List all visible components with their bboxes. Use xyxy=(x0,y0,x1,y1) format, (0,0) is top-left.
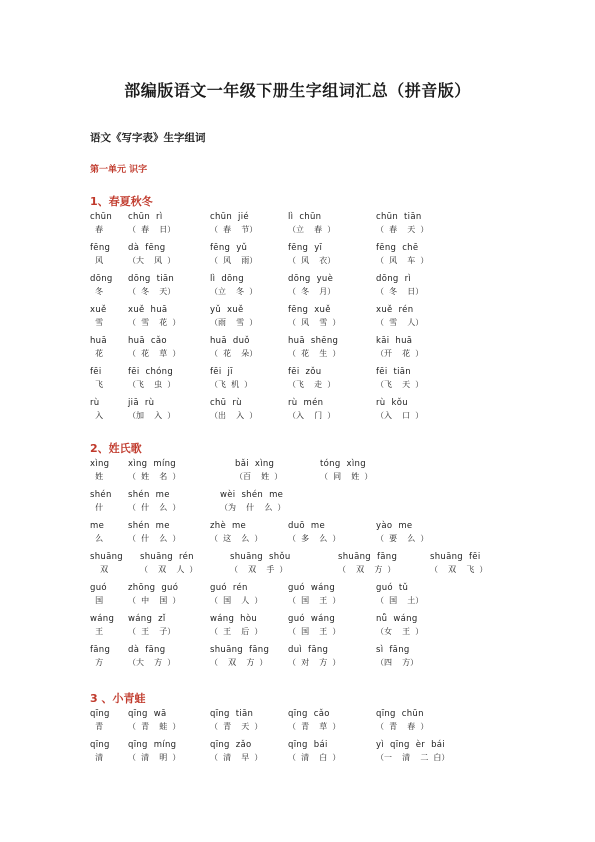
hanzi-text: （入 口 ） xyxy=(376,411,424,420)
pinyin-text: qīng míng xyxy=(128,740,177,750)
pinyin-text: qīng tiān xyxy=(210,709,254,719)
hanzi-text: （ 风 衣） xyxy=(288,256,336,265)
hanzi-text: （ 青 蛙 ） xyxy=(128,722,181,731)
hanzi-text: （ 冬 月） xyxy=(288,287,336,296)
page-subtitle: 语文《写字表》生字组词 xyxy=(90,132,206,144)
pinyin-text: fēi chóng xyxy=(128,367,174,377)
hanzi-text: （ 双 方 ） xyxy=(210,658,268,667)
pinyin-text: rù xyxy=(90,398,100,408)
pinyin-text: fēng yǔ xyxy=(210,243,248,253)
hanzi-text: （ 国 王 ） xyxy=(288,596,341,605)
hanzi-text: （ 雪 人） xyxy=(376,318,424,327)
hanzi-text: （ 多 么 ） xyxy=(288,534,341,543)
hanzi-text: （ 花 生 ） xyxy=(288,349,341,358)
vocab-row xyxy=(90,274,520,302)
pinyin-text: bǎi xìng xyxy=(235,459,275,469)
pinyin-text: guó xyxy=(90,583,107,593)
pinyin-text: qīng bái xyxy=(288,740,328,750)
vocab-row xyxy=(90,243,520,271)
pinyin-text: zhè me xyxy=(210,521,247,531)
pinyin-text: fēi xyxy=(90,367,102,377)
pinyin-text: qīng wā xyxy=(128,709,167,719)
hanzi-text: （ 姓 名 ） xyxy=(128,472,181,481)
hanzi-text: （ 这 么 ） xyxy=(210,534,263,543)
hanzi-text: （雨 雪 ） xyxy=(210,318,258,327)
pinyin-text: guó wáng xyxy=(288,614,336,624)
hanzi-text: （ 什 么 ） xyxy=(128,534,181,543)
hanzi-text: （ 国 土） xyxy=(376,596,424,605)
hanzi-text: 王 xyxy=(90,627,104,636)
page-title: 部编版语文一年级下册生字组词汇总（拼音版） xyxy=(124,81,471,100)
pinyin-text: yì qīng èr bái xyxy=(376,740,445,750)
pinyin-text: guó rén xyxy=(210,583,248,593)
pinyin-text: qīng cǎo xyxy=(288,709,330,719)
hanzi-text: （飞 走 ） xyxy=(288,380,336,389)
pinyin-text: wáng hòu xyxy=(210,614,258,624)
vocab-row xyxy=(90,583,520,611)
pinyin-text: dōng xyxy=(90,274,113,284)
hanzi-text: 冬 xyxy=(90,287,104,296)
hanzi-text: （百 姓 ） xyxy=(235,472,283,481)
pinyin-text: tóng xìng xyxy=(320,459,366,469)
pinyin-text: shén me xyxy=(128,521,170,531)
hanzi-text: （ 冬 天） xyxy=(128,287,176,296)
hanzi-text: （ 风 车 ） xyxy=(376,256,429,265)
section-heading: 2、姓氏歌 xyxy=(90,442,142,455)
pinyin-text: shuāng fāng xyxy=(210,645,270,655)
hanzi-text: （ 花 朵） xyxy=(210,349,258,358)
pinyin-text: huā shēng xyxy=(288,336,339,346)
hanzi-text: （入 门 ） xyxy=(288,411,336,420)
pinyin-text: fēng xuě xyxy=(288,305,331,315)
hanzi-text: （ 冬 日） xyxy=(376,287,424,296)
hanzi-text: （ 国 人 ） xyxy=(210,596,263,605)
pinyin-text: xìng xyxy=(90,459,110,469)
pinyin-text: shuāng fēi xyxy=(430,552,481,562)
vocab-row xyxy=(90,367,520,395)
hanzi-text: 么 xyxy=(90,534,104,543)
pinyin-text: rù mén xyxy=(288,398,324,408)
hanzi-text: （ 双 手 ） xyxy=(230,565,288,574)
hanzi-text: （加 入 ） xyxy=(128,411,176,420)
hanzi-text: （ 春 日） xyxy=(128,225,176,234)
pinyin-text: guó tǔ xyxy=(376,583,409,593)
hanzi-text: （ 青 草 ） xyxy=(288,722,341,731)
hanzi-text: （ 风 雨） xyxy=(210,256,258,265)
hanzi-text: （ 双 方 ） xyxy=(338,565,396,574)
pinyin-text: wèi shén me xyxy=(220,490,284,500)
pinyin-text: xuě xyxy=(90,305,107,315)
pinyin-text: duō me xyxy=(288,521,325,531)
vocab-row xyxy=(90,645,520,673)
hanzi-text: （ 花 草 ） xyxy=(128,349,181,358)
pinyin-text: dōng tiān xyxy=(128,274,175,284)
vocab-row xyxy=(90,740,520,768)
vocab-row xyxy=(90,552,520,580)
pinyin-text: huā cǎo xyxy=(128,336,167,346)
hanzi-text: 入 xyxy=(90,411,104,420)
hanzi-text: （ 什 么 ） xyxy=(128,503,181,512)
pinyin-text: xuě huā xyxy=(128,305,168,315)
vocab-row xyxy=(90,305,520,333)
vocab-row xyxy=(90,490,520,518)
pinyin-text: yǔ xuě xyxy=(210,305,244,315)
hanzi-text: 清 xyxy=(90,753,104,762)
pinyin-text: chūn rì xyxy=(128,212,163,222)
pinyin-text: chūn jié xyxy=(210,212,249,222)
hanzi-text: （飞 机 ） xyxy=(210,380,253,389)
vocab-row xyxy=(90,614,520,642)
pinyin-text: dà fēng xyxy=(128,243,166,253)
pinyin-text: jiā rù xyxy=(128,398,155,408)
vocab-row xyxy=(90,521,520,549)
pinyin-text: shuāng xyxy=(90,552,123,562)
pinyin-text: yào me xyxy=(376,521,413,531)
vocab-row xyxy=(90,459,520,487)
hanzi-text: （ 清 明 ） xyxy=(128,753,181,762)
hanzi-text: （开 花 ） xyxy=(376,349,424,358)
pinyin-text: rù kǒu xyxy=(376,398,408,408)
hanzi-text: 风 xyxy=(90,256,104,265)
hanzi-text: （ 清 早 ） xyxy=(210,753,263,762)
pinyin-text: qīng chūn xyxy=(376,709,424,719)
pinyin-text: qīng xyxy=(90,709,110,719)
hanzi-text: 雪 xyxy=(90,318,104,327)
hanzi-text: 方 xyxy=(90,658,104,667)
pinyin-text: duì fāng xyxy=(288,645,329,655)
pinyin-text: wáng zǐ xyxy=(128,614,166,624)
hanzi-text: 花 xyxy=(90,349,104,358)
hanzi-text: 国 xyxy=(90,596,104,605)
pinyin-text: fēi tiān xyxy=(376,367,411,377)
hanzi-text: （立 春 ） xyxy=(288,225,336,234)
hanzi-text: 什 xyxy=(90,503,104,512)
pinyin-text: dōng yuè xyxy=(288,274,334,284)
pinyin-text: fēi jī xyxy=(210,367,233,377)
pinyin-text: kāi huā xyxy=(376,336,413,346)
pinyin-text: zhōng guó xyxy=(128,583,179,593)
pinyin-text: nǚ wáng xyxy=(376,614,418,624)
pinyin-text: shuāng shǒu xyxy=(230,552,291,562)
hanzi-text: （一 清 二 白） xyxy=(376,753,450,762)
pinyin-text: shuāng rén xyxy=(140,552,194,562)
pinyin-text: fāng xyxy=(90,645,111,655)
hanzi-text: （女 王 ） xyxy=(376,627,424,636)
pinyin-text: qīng zǎo xyxy=(210,740,252,750)
hanzi-text: （ 同 姓 ） xyxy=(320,472,373,481)
pinyin-text: qīng xyxy=(90,740,110,750)
pinyin-text: fēng xyxy=(90,243,111,253)
hanzi-text: （立 冬 ） xyxy=(210,287,258,296)
pinyin-text: lì chūn xyxy=(288,212,322,222)
hanzi-text: （为 什 么 ） xyxy=(220,503,286,512)
vocab-row xyxy=(90,398,520,426)
pinyin-text: dà fāng xyxy=(128,645,166,655)
pinyin-text: me xyxy=(90,521,105,531)
hanzi-text: （出 入 ） xyxy=(210,411,258,420)
hanzi-text: （ 春 节） xyxy=(210,225,258,234)
hanzi-text: （ 双 飞 ） xyxy=(430,565,488,574)
hanzi-text: （ 国 王 ） xyxy=(288,627,341,636)
pinyin-text: fēng chē xyxy=(376,243,419,253)
hanzi-text: （ 清 白 ） xyxy=(288,753,341,762)
pinyin-text: shén xyxy=(90,490,112,500)
pinyin-text: guó wáng xyxy=(288,583,336,593)
hanzi-text: （飞 虫 ） xyxy=(128,380,176,389)
pinyin-text: huā duǒ xyxy=(210,336,250,346)
pinyin-text: xìng míng xyxy=(128,459,177,469)
pinyin-text: shén me xyxy=(128,490,170,500)
hanzi-text: （ 青 春 ） xyxy=(376,722,429,731)
pinyin-text: huā xyxy=(90,336,107,346)
pinyin-text: dōng rì xyxy=(376,274,412,284)
pinyin-text: shuāng fāng xyxy=(338,552,398,562)
hanzi-text: （ 雪 花 ） xyxy=(128,318,181,327)
vocab-row xyxy=(90,212,520,240)
hanzi-text: （ 双 人 ） xyxy=(140,565,198,574)
unit-heading: 第一单元 识字 xyxy=(90,165,148,175)
hanzi-text: 双 xyxy=(90,565,109,574)
hanzi-text: （ 王 子） xyxy=(128,627,176,636)
pinyin-text: lì dōng xyxy=(210,274,244,284)
pinyin-text: chū rù xyxy=(210,398,242,408)
hanzi-text: （ 要 么 ） xyxy=(376,534,429,543)
section-heading: 3 、小青蛙 xyxy=(90,692,146,705)
vocab-row xyxy=(90,336,520,364)
vocab-row xyxy=(90,709,520,737)
pinyin-text: chūn xyxy=(90,212,113,222)
hanzi-text: （ 王 后 ） xyxy=(210,627,263,636)
hanzi-text: 春 xyxy=(90,225,104,234)
hanzi-text: （ 春 天 ） xyxy=(376,225,429,234)
hanzi-text: （ 风 雪 ） xyxy=(288,318,341,327)
hanzi-text: （大 方 ） xyxy=(128,658,176,667)
pinyin-text: wáng xyxy=(90,614,115,624)
section-heading: 1、春夏秋冬 xyxy=(90,195,153,208)
hanzi-text: （ 青 天 ） xyxy=(210,722,263,731)
pinyin-text: fēi zǒu xyxy=(288,367,322,377)
pinyin-text: xuě rén xyxy=(376,305,414,315)
hanzi-text: （ 对 方 ） xyxy=(288,658,341,667)
hanzi-text: 姓 xyxy=(90,472,104,481)
hanzi-text: （大 风 ） xyxy=(128,256,176,265)
hanzi-text: （飞 天 ） xyxy=(376,380,424,389)
pinyin-text: fēng yī xyxy=(288,243,323,253)
hanzi-text: 青 xyxy=(90,722,104,731)
pinyin-text: chūn tiān xyxy=(376,212,422,222)
hanzi-text: （四 方） xyxy=(376,658,419,667)
pinyin-text: sì fāng xyxy=(376,645,410,655)
hanzi-text: 飞 xyxy=(90,380,104,389)
hanzi-text: （ 中 国 ） xyxy=(128,596,181,605)
